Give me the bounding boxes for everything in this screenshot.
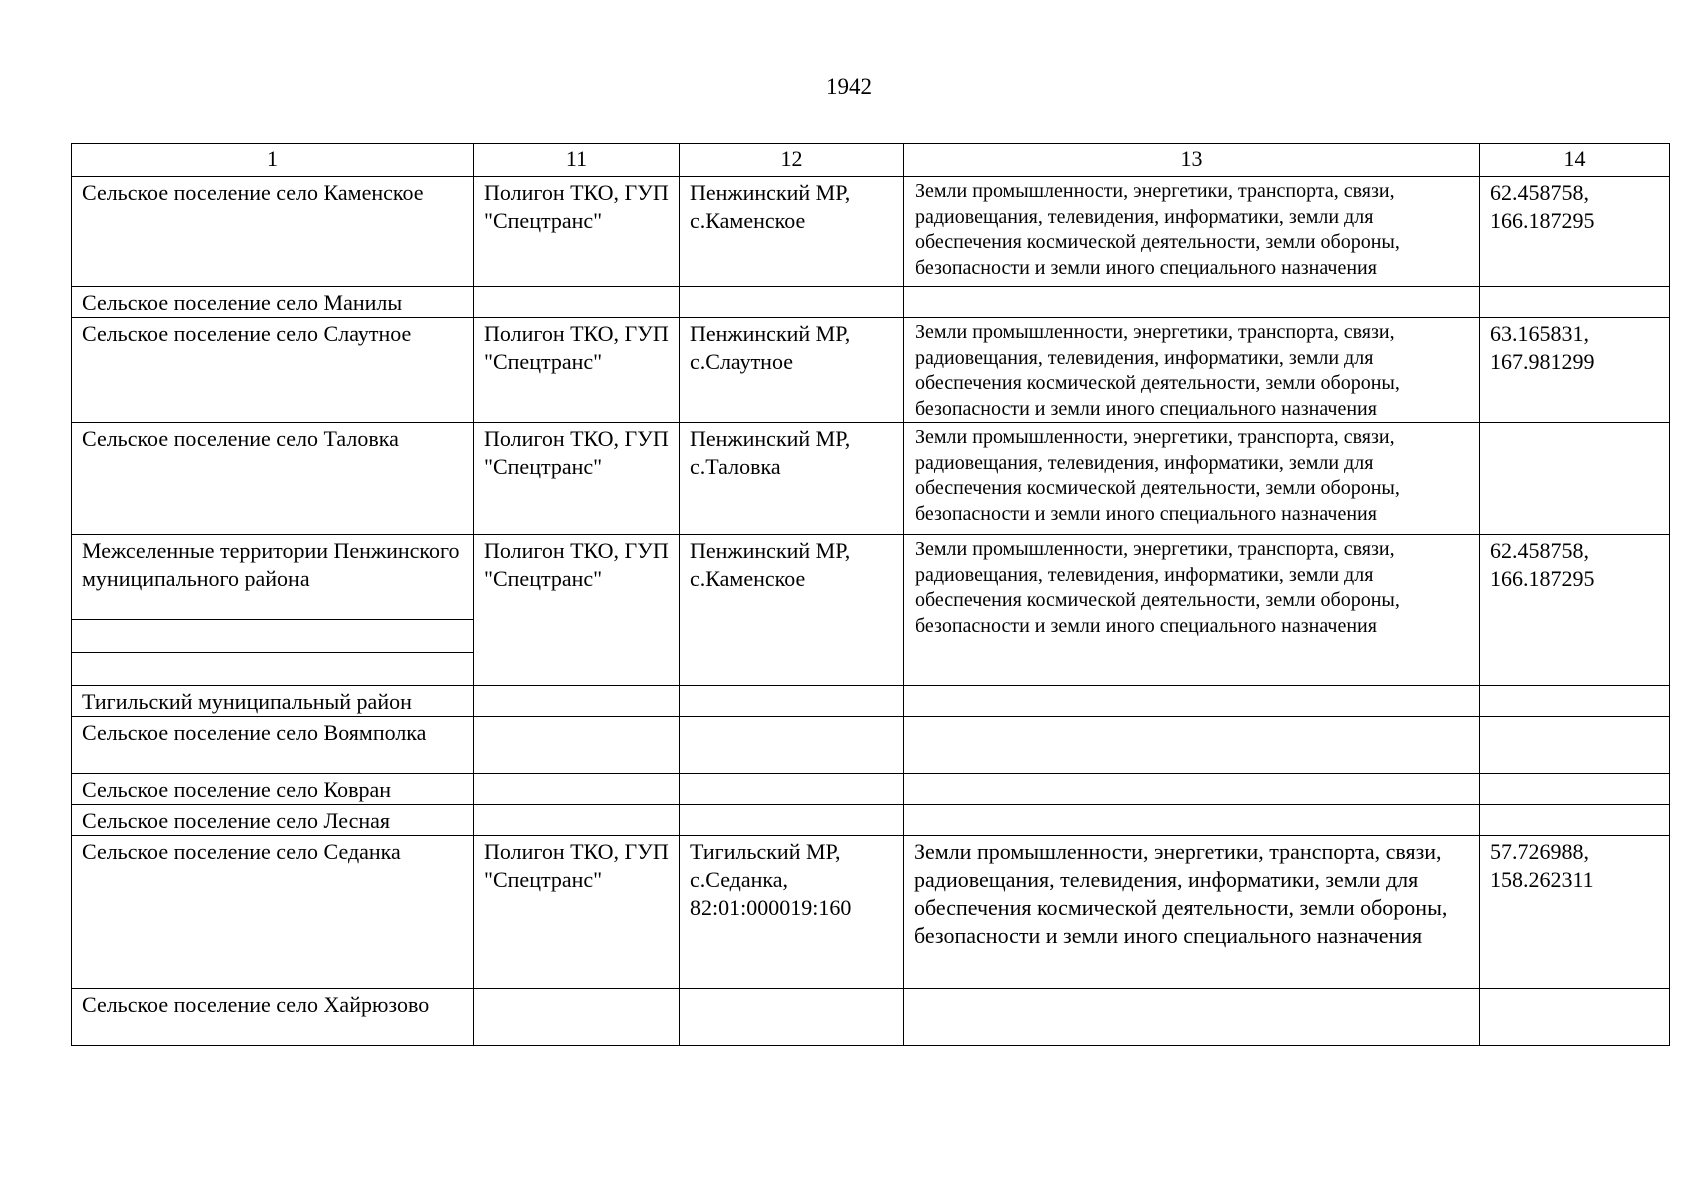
header-cell: 14 xyxy=(1480,144,1670,177)
settlement-cell: Сельское поселение село Седанка xyxy=(72,836,474,989)
settlement-cell: Сельское поселение село Лесная xyxy=(72,805,474,836)
settlement-name: Межселенные территории Пенжинского муниципального района xyxy=(72,535,473,620)
settlement-cell: Сельское поселение село Каменское xyxy=(72,177,474,287)
table-row xyxy=(72,318,1670,423)
settlement-cell: Сельское поселение село Ковран xyxy=(72,774,474,805)
table-row xyxy=(72,287,1670,318)
table-row xyxy=(72,989,1670,1046)
settlement-cell: Сельское поселение село Хайрюзово xyxy=(72,989,474,1046)
location-cell xyxy=(680,989,904,1046)
table-row xyxy=(72,805,1670,836)
location-cell: Пенжинский МР, с.Каменское xyxy=(680,177,904,287)
coordinates-cell xyxy=(1480,717,1670,774)
land-category-cell xyxy=(904,805,1480,836)
location-cell xyxy=(680,805,904,836)
location-cell: Пенжинский МР, с.Каменское xyxy=(680,535,904,686)
land-category-cell: Земли промышленности, энергетики, транспорта, связи, радиовещания, телевидения, информатики, земли для обеспечения космической деятельности, земли обороны, безопасности и земли иного специального назначения xyxy=(904,177,1480,287)
settlement-cell: Тигильский муниципальный район xyxy=(72,686,474,717)
land-category-cell xyxy=(904,717,1480,774)
land-category-cell xyxy=(904,287,1480,318)
coordinates-cell xyxy=(1480,774,1670,805)
land-category-cell: Земли промышленности, энергетики, транспорта, связи, радиовещания, телевидения, информатики, земли для обеспечения космической деятельности, земли обороны, безопасности и земли иного специального назначения xyxy=(904,318,1480,423)
page-number: 1942 xyxy=(826,74,872,99)
header-cell: 13 xyxy=(904,144,1480,177)
settlement-cell: Сельское поселение село Воямполка xyxy=(72,717,474,774)
land-category-cell: Земли промышленности, энергетики, транспорта, связи, радиовещания, телевидения, информатики, земли для обеспечения космической деятельности, земли обороны, безопасности и земли иного специального назначения xyxy=(904,836,1480,989)
land-category-cell: Земли промышленности, энергетики, транспорта, связи, радиовещания, телевидения, информатики, земли для обеспечения космической деятельности, земли обороны, безопасности и земли иного специального назначения xyxy=(904,423,1480,535)
location-cell xyxy=(680,774,904,805)
facility-cell xyxy=(474,989,680,1046)
table-row xyxy=(72,836,1670,989)
facility-cell: Полигон ТКО, ГУП "Спецтранс" xyxy=(474,423,680,535)
facility-cell: Полигон ТКО, ГУП "Спецтранс" xyxy=(474,535,680,686)
facility-cell: Полигон ТКО, ГУП "Спецтранс" xyxy=(474,836,680,989)
settlement-cell xyxy=(72,535,474,686)
coordinates-cell xyxy=(1480,423,1670,535)
land-category-cell xyxy=(904,989,1480,1046)
table-row xyxy=(72,177,1670,287)
empty-subcell xyxy=(72,620,473,653)
facility-cell xyxy=(474,287,680,318)
coordinates-cell xyxy=(1480,287,1670,318)
settlement-cell: Сельское поселение село Слаутное xyxy=(72,318,474,423)
location-cell xyxy=(680,686,904,717)
facility-cell xyxy=(474,774,680,805)
table-row xyxy=(72,535,1670,686)
location-cell: Пенжинский МР, с.Таловка xyxy=(680,423,904,535)
table-row xyxy=(72,774,1670,805)
facility-cell xyxy=(474,805,680,836)
coordinates-cell xyxy=(1480,989,1670,1046)
table-row xyxy=(72,717,1670,774)
location-cell: Пенжинский МР, с.Слаутное xyxy=(680,318,904,423)
location-cell: Тигильский МР, с.Седанка, 82:01:000019:160 xyxy=(680,836,904,989)
facility-cell xyxy=(474,686,680,717)
coordinates-cell: 62.458758, 166.187295 xyxy=(1480,177,1670,287)
location-cell xyxy=(680,717,904,774)
table-header-row xyxy=(72,144,1670,177)
coordinates-cell: 63.165831, 167.981299 xyxy=(1480,318,1670,423)
header-cell: 11 xyxy=(474,144,680,177)
facility-cell: Полигон ТКО, ГУП "Спецтранс" xyxy=(474,177,680,287)
table-row xyxy=(72,423,1670,535)
settlement-cell: Сельское поселение село Манилы xyxy=(72,287,474,318)
data-table xyxy=(71,143,1670,1046)
empty-subcell xyxy=(72,653,473,684)
location-cell xyxy=(680,287,904,318)
table-row xyxy=(72,686,1670,717)
facility-cell xyxy=(474,717,680,774)
land-category-cell: Земли промышленности, энергетики, транспорта, связи, радиовещания, телевидения, информатики, земли для обеспечения космической деятельности, земли обороны, безопасности и земли иного специального назначения xyxy=(904,535,1480,686)
coordinates-cell: 62.458758, 166.187295 xyxy=(1480,535,1670,686)
land-category-cell xyxy=(904,686,1480,717)
coordinates-cell xyxy=(1480,805,1670,836)
land-category-cell xyxy=(904,774,1480,805)
header-cell: 12 xyxy=(680,144,904,177)
facility-cell: Полигон ТКО, ГУП "Спецтранс" xyxy=(474,318,680,423)
header-cell: 1 xyxy=(72,144,474,177)
coordinates-cell: 57.726988, 158.262311 xyxy=(1480,836,1670,989)
coordinates-cell xyxy=(1480,686,1670,717)
settlement-cell: Сельское поселение село Таловка xyxy=(72,423,474,535)
